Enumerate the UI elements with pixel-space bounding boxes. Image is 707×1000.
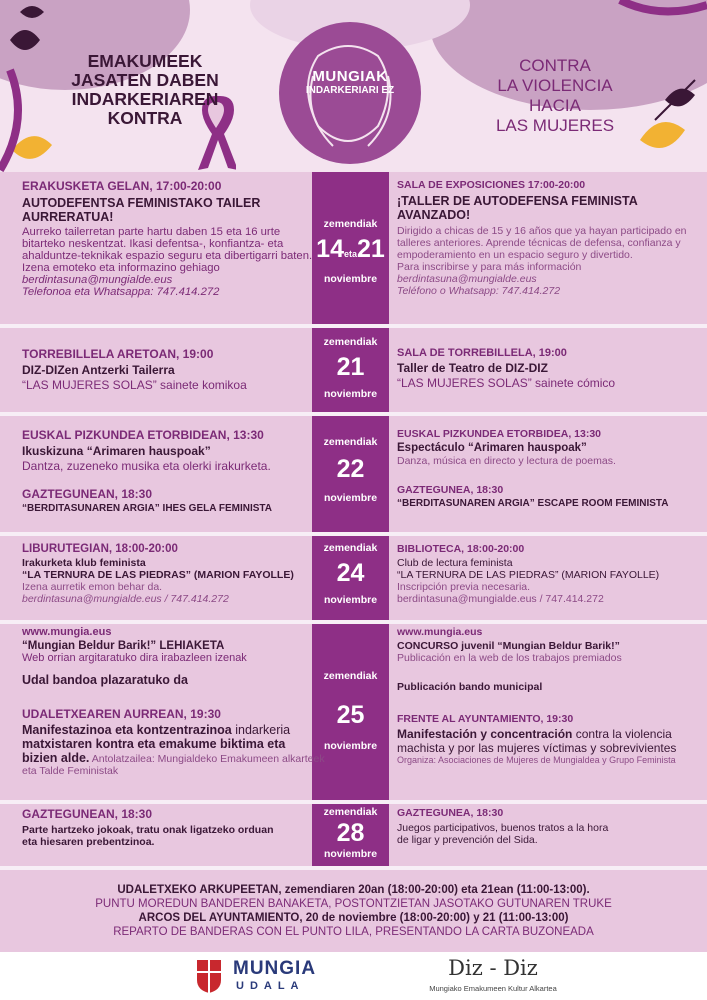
date-block: zemendiak 24 noviembre xyxy=(312,536,389,620)
event-spanish: BIBLIOTECA, 18:00-20:00 Club de lectura feminista “LA TERNURA DE LAS PIEDRAS” (MARION FAYOLLE) Inscripción previa necesaria. berdintasuna@mungialde.eus / 747.414.272 xyxy=(397,543,660,605)
event-basque: EUSKAL PIZKUNDEA ETORBIDEAN, 13:30 Ikuskizuna “Arimaren hauspoak” Dantza, zuzeneko musika eta olerki irakurketa. GAZTEGUNEAN, 18:30 “BERDITASUNAREN ARGIA” IHES GELA FEMINISTA xyxy=(22,428,273,514)
dizdiz-subtitle: Mungiako Emakumeen Kultur Alkartea xyxy=(429,984,557,993)
title-basque: EMAKUMEEK JASATEN DABEN INDARKERIAREN KONTRA xyxy=(71,51,219,128)
mungia-logo: MUNGIA xyxy=(233,958,317,979)
event-basque: ERAKUSKETA GELAN, 17:00-20:00 AUTODEFENTSA FEMINISTAKO TAILER AURRERATUA! Aurreko tailerretan parte hartu daben 15 eta 16 urte bitarteko neskentzat. Ikasi defentsa-, konfiantza- eta ahalduntze-teknikak espazio seguru eta dibertigarri baten. Izena emoteko eta informazino gehiago berdintasuna@mungialde.eus Telefonoa eta Whatsappa: 747.414.272 xyxy=(22,179,313,298)
event-spanish: www.mungia.eus CONCURSO juvenil “Mungian Beldur Barik!” Publicación en la web de los trabajos premiados Publicación bando municipal FRENTE AL AYUNTAMIENTO, 19:30 Manifestación y concentración contra la violencia machista y por las mujeres víctimas y sobrevivientes Organiza: Asociaciones de Mujeres de Mungialdea y Grupo Feminista xyxy=(397,626,677,765)
event-spanish: EUSKAL PIZKUNDEA ETORBIDEA, 13:30 Espectáculo “Arimaren hauspoak” Danza, música en directo y lectura de poemas. GAZTEGUNEA, 18:30 “BERDITASUNAREN ARGIA” ESCAPE ROOM FEMINISTA xyxy=(397,428,669,509)
title-spanish: CONTRA LA VIOLENCIA HACIA LAS MUJERES xyxy=(495,56,615,135)
footer-notice: UDALETXEKO ARKUPEETAN, zemendiaren 20an (18:00-20:00) eta 21ean (11:00-13:00). PUNTU MOREDUN BANDEREN BANAKETA, POSTONTZIETAN JASOTAKO GUTUNAREN TRUKE ARCOS DEL AYUNTAMIENTO, 20 de noviembre (18:00-20:00) y 21 (11:00-13:00) REPARTO DE BANDERAS CON EL PUNTO LILA, PRESENTANDO LA CARTA BUZONEADA xyxy=(0,870,707,952)
date-block: zemendiak 28 noviembre xyxy=(312,804,389,866)
poster-header xyxy=(0,0,707,172)
date-block: zemendiak 21 noviembre xyxy=(312,328,389,412)
sponsor-logos xyxy=(0,952,707,1000)
event-spanish: SALA DE TORREBILLELA, 19:00 Taller de Teatro de DIZ-DIZ “LAS MUJERES SOLAS” sainete cómico xyxy=(397,347,616,390)
date-block: zemendiak 22 noviembre xyxy=(312,416,389,532)
event-spanish: SALA DE EXPOSICIONES 17:00-20:00 ¡TALLER DE AUTODEFENSA FEMINISTA AVANZADO! Dirigido a chicas de 15 y 16 años que ya hayan participado en talleres anteriores. Aprende técnicas de defensa, confianza y empoderamiento en un espacio seguro y divertido. Para inscribirse y para más información berdintasuna@mungialde.eus Teléfono o Whatsapp: 747.414.272 xyxy=(397,179,687,297)
udala-logo: UDALA xyxy=(236,980,305,992)
event-basque: TORREBILLELA ARETOAN, 19:00 DIZ-DIZen Antzerki Tailerra “LAS MUJERES SOLAS” sainete komikoa xyxy=(22,347,247,392)
dizdiz-logo: Diz - Diz xyxy=(448,956,538,980)
logo-text: MUNGIAK INDARKERIARI EZ xyxy=(305,68,395,96)
event-basque: www.mungia.eus “Mungian Beldur Barik!” LEHIAKETA Web orrian argitaratuko dira irabazleen izenak Udal bandoa plazaratuko da UDALETXEAREN AURREAN, 19:30 Manifestazinoa eta kontzentrazinoa indarkeria matxistaren kontra eta emakume biktima eta bizien alde. Antolatzailea: Mungialdeko Emakumeen alkarteek eta Talde Feministak xyxy=(22,626,325,777)
mungia-coat-of-arms-icon xyxy=(195,958,223,994)
date-block: zemendiak 14eta21 noviembre xyxy=(312,172,389,324)
event-spanish: GAZTEGUNEA, 18:30 Juegos participativos, buenos tratos a la hora de ligar y prevención del Sida. xyxy=(397,807,609,846)
event-basque: GAZTEGUNEAN, 18:30 Parte hartzeko jokoak, tratu onak ligatzeko orduan eta hiesaren prebentzinoa. xyxy=(22,807,274,848)
women-faces-icon xyxy=(288,36,412,160)
date-block: zemendiak 25 noviembre xyxy=(312,624,389,800)
event-basque: LIBURUTEGIAN, 18:00-20:00 Irakurketa klub feminista “LA TERNURA DE LAS PIEDRAS” (MARION FAYOLLE) Izena aurretik emon behar da. berdintasuna@mungialde.eus / 747.414.272 xyxy=(22,543,294,605)
